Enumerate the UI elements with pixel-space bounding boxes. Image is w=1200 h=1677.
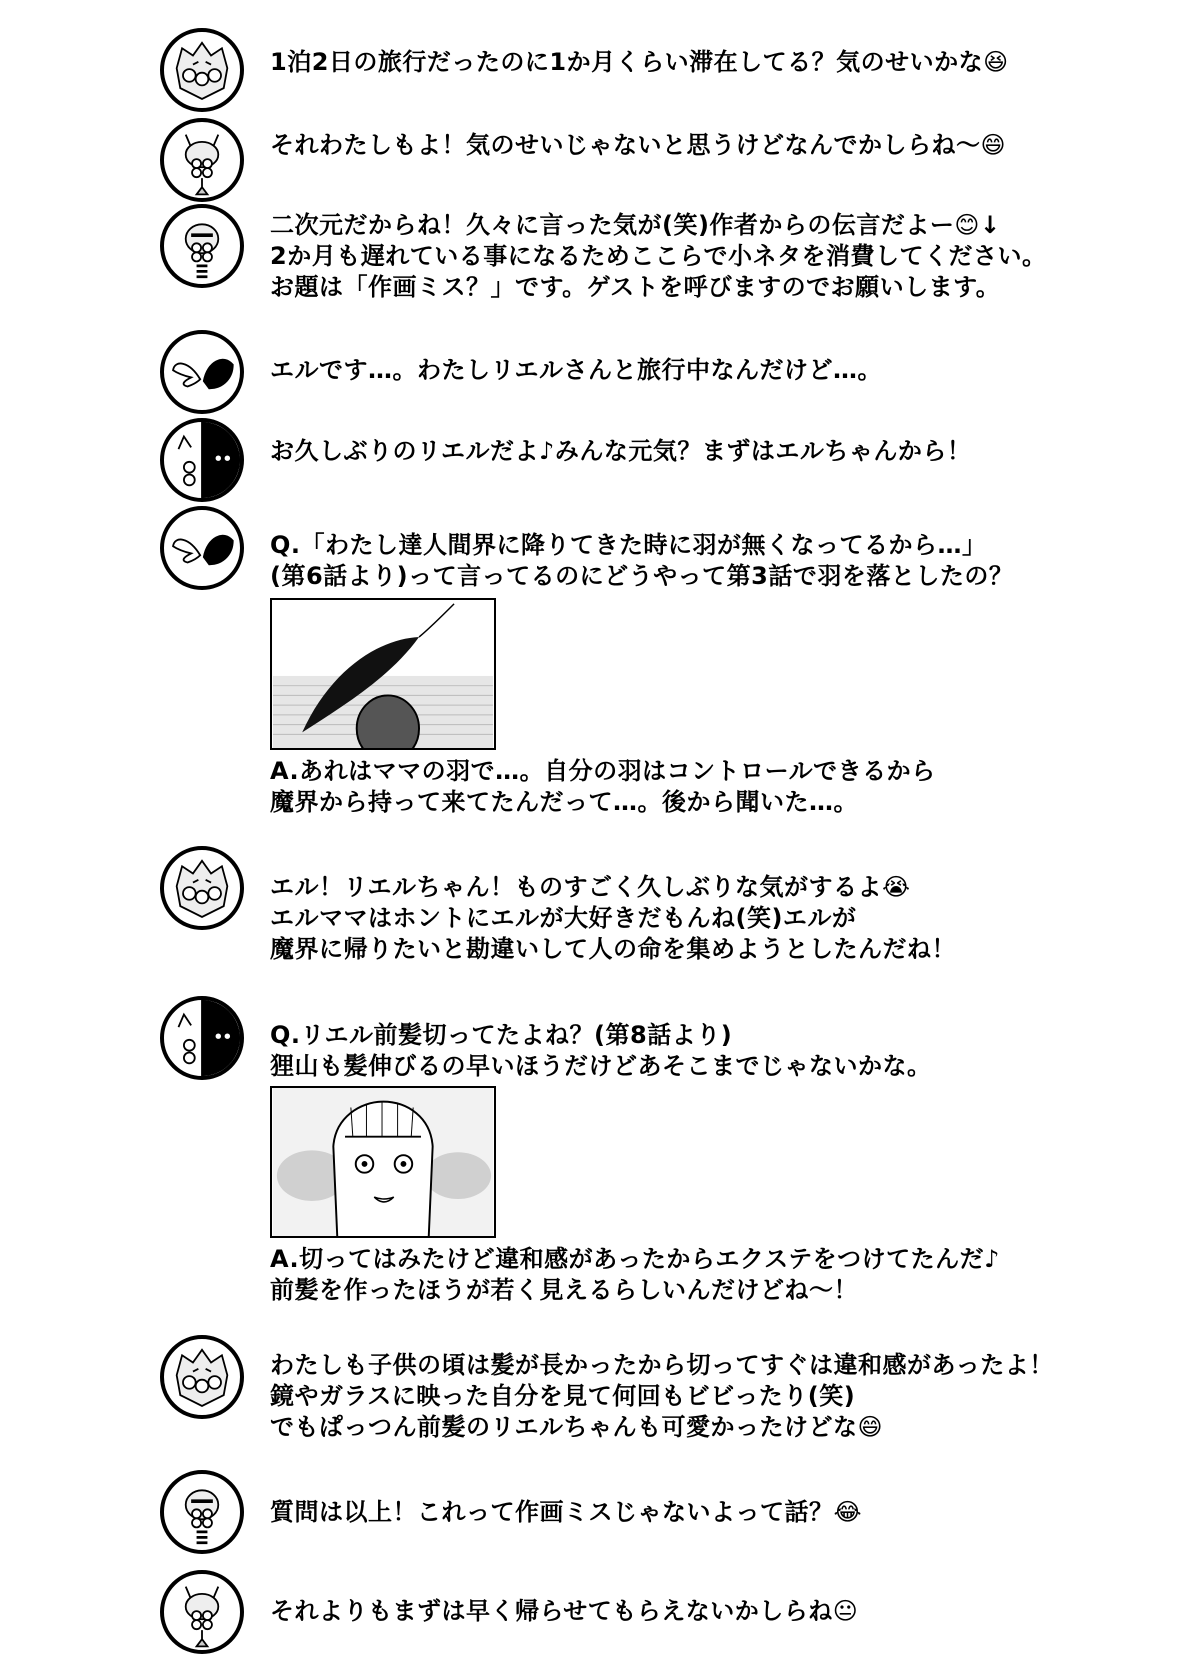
line-4-1: エルです…。わたしリエルさんと旅行中なんだけど…。 <box>270 356 883 384</box>
line-3-2: 2か月も遅れている事になるためここらで小ネタを消費してください。 <box>270 242 1047 270</box>
raccoon-icon <box>164 208 240 284</box>
girl-portrait-icon <box>272 1088 494 1236</box>
avatar-wings <box>160 330 244 414</box>
line-3-1: 二次元だからね！久々に言った気が(笑)作者からの伝言だよー😊↓ <box>270 211 1001 239</box>
avatar-fox-duo-2 <box>160 996 244 1080</box>
lion-icon <box>164 850 240 926</box>
avatar-lion-2 <box>160 846 244 930</box>
line-6-a1: A.あれはママの羽で…。自分の羽はコントロールできるから <box>270 757 936 785</box>
wings-icon <box>164 334 240 410</box>
line-1-1: 1泊2日の旅行だったのに1か月くらい滞在してる？気のせいかな😆 <box>270 48 1009 76</box>
avatar-cat-2 <box>160 1570 244 1654</box>
fox-duo-icon <box>164 422 240 498</box>
lion-icon <box>164 32 240 108</box>
line-5-1: お久しぶりのリエルだよ♪みんな元気？まずはエルちゃんから！ <box>270 437 972 465</box>
avatar-fox-duo <box>160 418 244 502</box>
line-7-1: エル！リエルちゃん！ものすごく久しぶりな気がするよ😭 <box>270 873 911 901</box>
avatar-raccoon-2 <box>160 1470 244 1554</box>
line-6-a2: 魔界から持って来てたんだって…。後から聞いた…。 <box>270 788 858 816</box>
line-9-1: わたしも子供の頃は髪が長かったから切ってすぐは違和感があったよ！ <box>270 1351 1054 1379</box>
line-7-2: エルママはホントにエルが大好きだもんね(笑)エルが <box>270 904 857 932</box>
raccoon-icon <box>164 1474 240 1550</box>
avatar-raccoon <box>160 204 244 288</box>
feather-icon <box>272 600 494 748</box>
line-11-1: それよりもまずは早く帰らせてもらえないかしらね😐 <box>270 1597 859 1625</box>
avatar-cat <box>160 118 244 202</box>
lion-icon <box>164 1339 240 1415</box>
wings-icon <box>164 510 240 586</box>
girl-panel <box>270 1086 496 1238</box>
avatar-lion-3 <box>160 1335 244 1419</box>
feather-panel <box>270 598 496 750</box>
cat-icon <box>164 122 240 198</box>
line-6-2: (第6話より)って言ってるのにどうやって第3話で羽を落としたの？ <box>270 562 1014 590</box>
line-3-3: お題は「作画ミス？」です。ゲストを呼びますのでお願いします。 <box>270 273 1001 301</box>
line-8-a1: A.切ってはみたけど違和感があったからエクステをつけてたんだ♪ <box>270 1245 1000 1273</box>
line-8-2: 狸山も髪伸びるの早いほうだけどあそこまでじゃないかな。 <box>270 1052 932 1080</box>
line-9-2: 鏡やガラスに映った自分を見て何回もビビったり(笑) <box>270 1382 856 1410</box>
line-6-1: Q.「わたし達人間界に降りてきた時に羽が無くなってるから…」 <box>270 531 987 559</box>
line-7-3: 魔界に帰りたいと勘違いして人の命を集めようとしたんだね！ <box>270 935 956 963</box>
line-9-3: でもぱっつん前髪のリエルちゃんも可愛かったけどな😄 <box>270 1413 884 1441</box>
avatar-wings-2 <box>160 506 244 590</box>
cat-icon <box>164 1574 240 1650</box>
line-8-1: Q.リエル前髪切ってたよね？(第8話より) <box>270 1021 733 1049</box>
line-2-1: それわたしもよ！気のせいじゃないと思うけどなんでかしらね～😄 <box>270 131 1007 159</box>
avatar-lion <box>160 28 244 112</box>
line-8-a2: 前髪を作ったほうが若く見えるらしいんだけどね～！ <box>270 1276 858 1304</box>
line-10-1: 質問は以上！これって作画ミスじゃないよって話？😂 <box>270 1498 863 1526</box>
fox-duo-icon <box>164 1000 240 1076</box>
